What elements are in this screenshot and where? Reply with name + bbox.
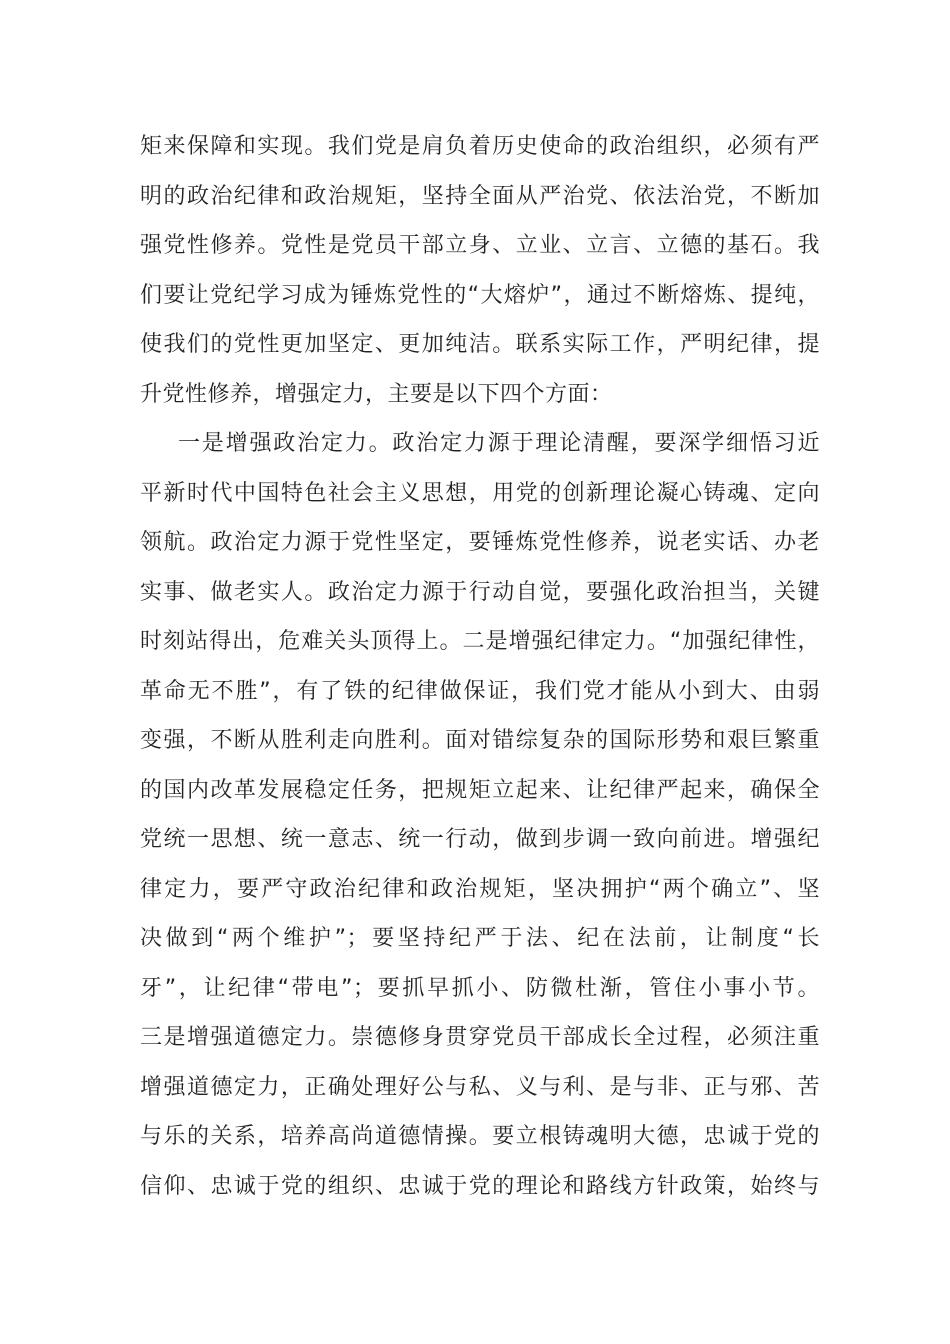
- text-line: 实事、做老实人。政治定力源于行动自觉，要强化政治担当，关键: [140, 579, 820, 605]
- text-line: 平新时代中国特色社会主义思想，用党的创新理论凝心铸魂、定向: [140, 480, 820, 506]
- paragraph: [140, 122, 820, 419]
- text-line: 革命无不胜”，有了铁的纪律做保证，我们党才能从小到大、由弱: [140, 678, 820, 704]
- paragraph: [140, 419, 820, 1211]
- text-line: 明的政治纪律和政治规矩，坚持全面从严治党、依法治党，不断加: [140, 183, 820, 209]
- text-line: 升党性修养，增强定力，主要是以下四个方面：: [140, 381, 613, 407]
- text-line: 领航。政治定力源于党性坚定，要锤炼党性修养，说老实话、办老: [140, 530, 820, 555]
- text-line: 律定力，要严守政治纪律和政治规矩，坚决拥护“两个确立”、坚: [140, 876, 820, 902]
- text-line: 使我们的党性更加坚定、更加纯洁。联系实际工作，严明纪律，提: [140, 332, 820, 357]
- text-line: 矩来保障和实现。我们党是肩负着历史使命的政治组织，必须有严: [140, 134, 820, 159]
- text-line: 三是增强道德定力。崇德修身贯穿党员干部成长全过程，必须注重: [140, 1025, 820, 1050]
- text-line: 决做到“两个维护”；要坚持纪严于法、纪在法前，让制度“长: [140, 926, 820, 951]
- text-line: 牙”，让纪律“带电”；要抓早抓小、防微杜渐，管住小事小节。: [140, 975, 820, 1001]
- text-line: 的国内改革发展稳定任务，把规矩立起来、让纪律严起来，确保全: [140, 777, 820, 803]
- text-block: [140, 122, 820, 1211]
- text-line: 与乐的关系，培养高尚道德情操。要立根铸魂明大德，忠诚于党的: [140, 1124, 820, 1149]
- text-line: 党统一思想、统一意志、统一行动，做到步调一致向前进。增强纪: [140, 827, 820, 852]
- text-line: 变强，不断从胜利走向胜利。面对错综复杂的国际形势和艰巨繁重: [140, 728, 820, 753]
- text-line: 信仰、忠诚于党的组织、忠诚于党的理论和路线方针政策，始终与: [140, 1173, 820, 1199]
- text-line: 一是增强政治定力。政治定力源于理论清醒，要深学细悟习近: [178, 431, 820, 456]
- text-line: 增强道德定力，正确处理好公与私、义与利、是与非、正与邪、苦: [140, 1074, 820, 1100]
- text-line: 强党性修养。党性是党员干部立身、立业、立言、立德的基石。我: [140, 233, 820, 258]
- text-line: 时刻站得出，危难关头顶得上。二是增强纪律定力。“加强纪律性，: [140, 629, 820, 654]
- text-line: 们要让党纪学习成为锤炼党性的“大熔炉”，通过不断熔炼、提纯，: [140, 282, 820, 308]
